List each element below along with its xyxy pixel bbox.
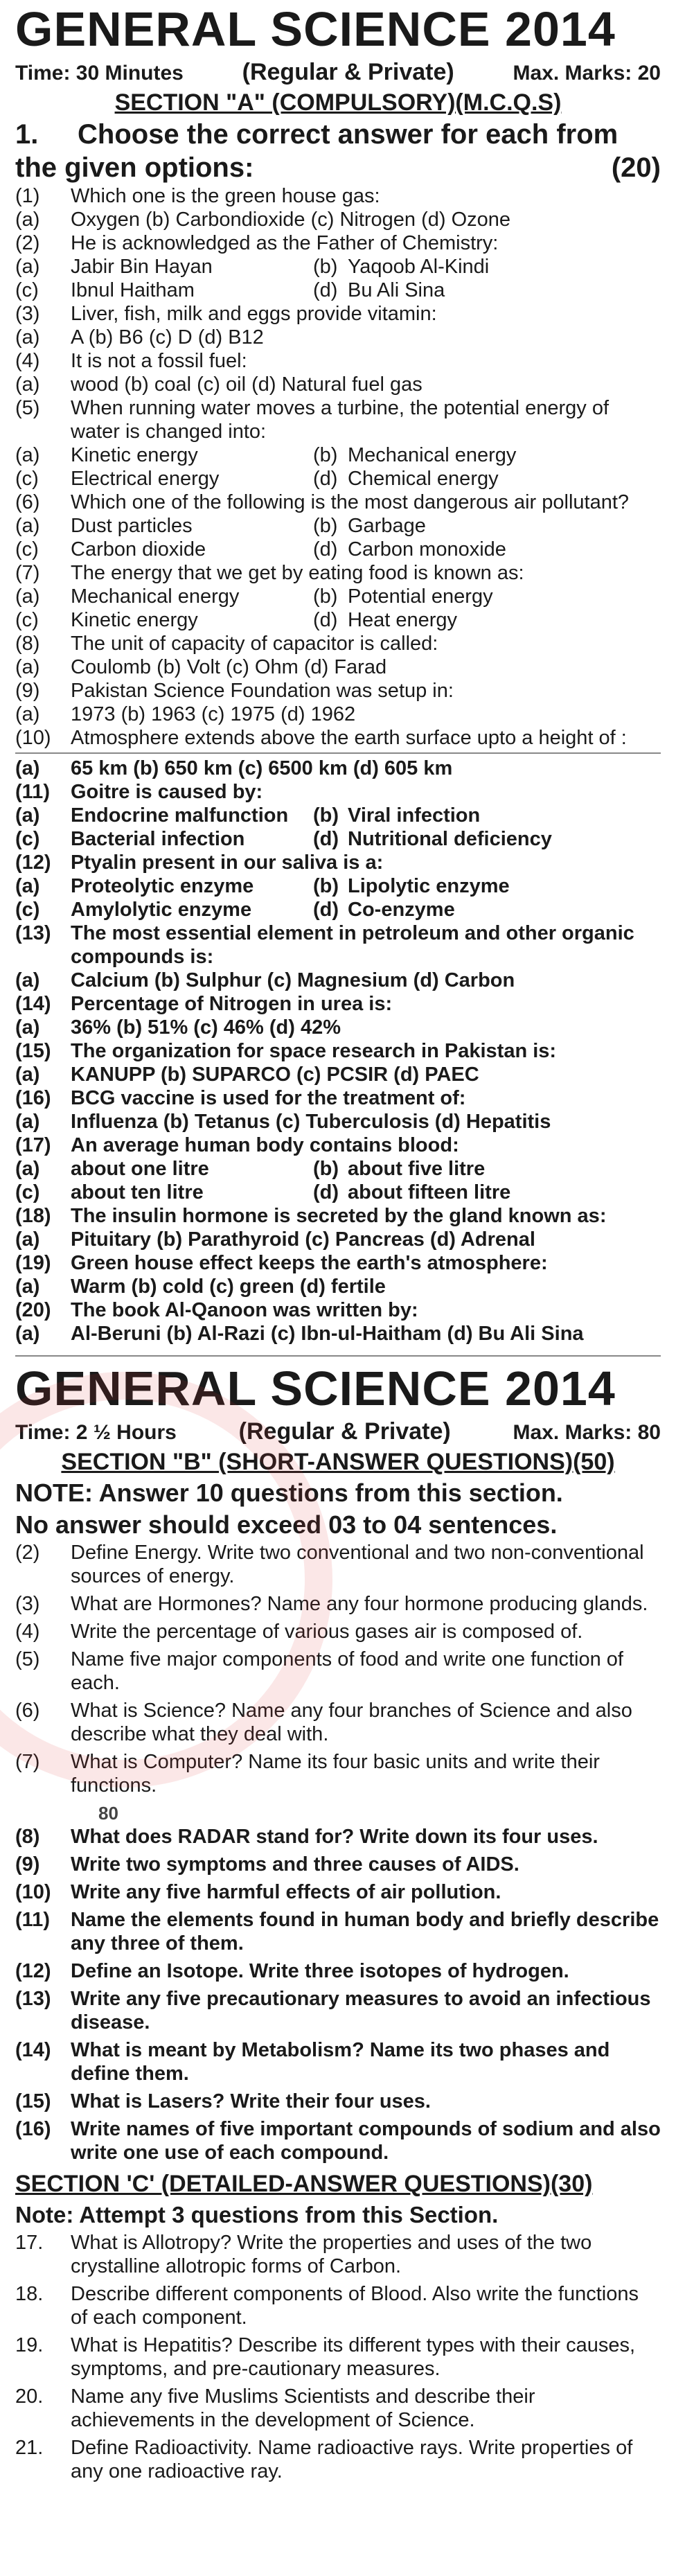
row-number: (2) (15, 1542, 40, 1564)
row-text: 36% (b) 51% (c) 46% (d) 42% (71, 1016, 341, 1039)
page-title-2: GENERAL SCIENCE 2014 (15, 1361, 616, 1415)
row-text: The energy that we get by eating food is known as: (71, 562, 524, 584)
row-number: (a) (15, 256, 40, 278)
page-title: GENERAL SCIENCE 2014 (15, 2, 616, 56)
question-row (15, 396, 661, 443)
question-row (15, 1157, 661, 1181)
option-text: Garbage (348, 515, 426, 537)
row-number: (a) (15, 585, 40, 608)
row-text: Which one is the green house gas: (71, 185, 380, 207)
row-number: (11) (15, 781, 50, 803)
question-row (15, 2117, 661, 2164)
row-number: (13) (15, 922, 51, 944)
row-number: (a) (15, 1323, 40, 1345)
row-text: An average human body contains blood: (71, 1134, 459, 1156)
question-row (15, 898, 661, 921)
option-letter: (b) (313, 256, 338, 278)
row-text: Influenza (b) Tetanus (c) Tuberculosis (d) Hepatitis (71, 1111, 551, 1133)
question-row (15, 1880, 661, 1904)
row-number: (9) (15, 1853, 40, 1876)
row-number: (a) (15, 969, 40, 991)
question-row (15, 992, 661, 1016)
row-text: KANUPP (b) SUPARCO (c) PCSIR (d) PAEC (71, 1064, 479, 1086)
time-label: Time: 2 ½ Hours (15, 1421, 177, 1444)
long-question-list (15, 2231, 661, 2483)
option-letter: (d) (313, 279, 338, 301)
question-text-cont: the given options: (15, 152, 254, 183)
option-letter: (b) (313, 585, 338, 608)
question-one-cont (15, 151, 661, 184)
question-row (15, 279, 661, 302)
row-number: (12) (15, 1960, 51, 1982)
question-one (15, 118, 661, 151)
row-number: (a) (15, 804, 40, 827)
row-number: (a) (15, 1276, 40, 1298)
row-number: (3) (15, 1593, 40, 1615)
question-row (15, 2436, 661, 2483)
option-letter: (d) (313, 828, 339, 850)
option-letter: (b) (313, 444, 338, 466)
row-number: (6) (15, 491, 40, 513)
row-text: Write names of five important compounds of sodium and also write one use of each compound. (71, 2118, 661, 2164)
option-pair (71, 443, 661, 467)
option-text: about one litre (71, 1158, 209, 1180)
option-text: Ibnul Haitham (71, 279, 195, 301)
exam-meta-2 (15, 1418, 661, 1447)
option-text: about ten litre (71, 1181, 204, 1203)
row-number: (5) (15, 397, 40, 419)
question-row (15, 1620, 661, 1643)
row-number: (a) (15, 757, 40, 779)
row-number: (16) (15, 2118, 51, 2140)
row-text: The organization for space research in Pakistan is: (71, 1040, 557, 1062)
row-text: What is Allotropy? Write the properties and uses of the two crystalline allotropic forms of Carbon. (71, 2232, 592, 2277)
row-text: Name five major components of food and write one function of each. (71, 1648, 623, 1694)
option-letter: (d) (313, 468, 338, 490)
option-text: about fifteen litre (348, 1181, 511, 1203)
question-row (15, 1086, 661, 1110)
row-number: (10) (15, 1881, 51, 1903)
row-number: (c) (15, 538, 39, 561)
question-row (15, 1181, 661, 1204)
question-row (15, 1063, 661, 1086)
option-pair (71, 827, 661, 851)
option-letter: (d) (313, 538, 338, 561)
row-number: (20) (15, 1299, 51, 1321)
row-text: Write two symptoms and three causes of AIDS. (71, 1853, 519, 1876)
question-row (15, 1016, 661, 1039)
question-row (15, 1959, 661, 1983)
row-text: BCG vaccine is used for the treatment of: (71, 1087, 466, 1109)
option-text: Heat energy (348, 609, 457, 631)
row-text: What is Lasers? Write their four uses. (71, 2090, 431, 2112)
row-text: What is Science? Name any four branches of Science and also describe what they deal with. (71, 1700, 632, 1745)
row-number: (a) (15, 209, 40, 231)
row-text: Pakistan Science Foundation was setup in: (71, 680, 454, 702)
option-letter: (d) (313, 1181, 339, 1203)
option-pair (71, 874, 661, 898)
short-question-list (15, 1541, 661, 1797)
option-pair (71, 255, 661, 279)
row-text: Warm (b) cold (c) green (d) fertile (71, 1276, 386, 1298)
option-text: Chemical energy (348, 468, 499, 490)
question-row (15, 608, 661, 632)
row-number: (3) (15, 303, 40, 325)
row-text: What are Hormones? Name any four hormone producing glands. (71, 1593, 648, 1615)
question-row (15, 679, 661, 703)
row-number: (a) (15, 1158, 40, 1180)
option-text: Carbon dioxide (71, 538, 206, 561)
question-row (15, 1039, 661, 1063)
exam-type: (Regular & Private) (242, 59, 454, 85)
row-number: (2) (15, 232, 40, 254)
marks-label: Max. Marks: 80 (513, 1421, 661, 1444)
option-text: Amylolytic enzyme (71, 899, 252, 921)
mcq-list-continued (15, 757, 661, 1346)
question-row (15, 2282, 661, 2329)
row-text: What does RADAR stand for? Write down its four uses. (71, 1826, 598, 1848)
question-text: Choose the correct answer for each from (78, 119, 619, 150)
question-row (15, 1204, 661, 1228)
row-text: Write any five harmful effects of air pollution. (71, 1881, 501, 1903)
row-text: Goitre is caused by: (71, 781, 263, 803)
question-row (15, 255, 661, 279)
row-number: (a) (15, 326, 40, 349)
row-text: A (b) B6 (c) D (d) B12 (71, 326, 264, 349)
option-text: Viral infection (348, 804, 481, 827)
row-number: (a) (15, 444, 40, 466)
option-pair (71, 467, 661, 491)
question-row (15, 2334, 661, 2381)
option-pair (71, 608, 661, 632)
option-pair (71, 279, 661, 302)
row-text: It is not a fossil fuel: (71, 350, 247, 372)
option-letter: (b) (313, 875, 339, 897)
option-text: Bu Ali Sina (348, 279, 445, 301)
row-number: 20. (15, 2385, 44, 2408)
row-number: (17) (15, 1134, 51, 1156)
row-number: (6) (15, 1700, 40, 1722)
question-row (15, 373, 661, 396)
row-number: (c) (15, 1181, 40, 1203)
row-number: 18. (15, 2283, 44, 2305)
row-number: (12) (15, 852, 51, 874)
row-text: Name the elements found in human body and briefly describe any three of them. (71, 1909, 659, 1955)
option-text: Nutritional deficiency (348, 828, 552, 850)
section-a-heading: SECTION "A" (COMPULSORY)(M.C.Q.S) (114, 89, 562, 116)
short-question-list-continued (15, 1825, 661, 2164)
question-row (15, 780, 661, 804)
row-number: (c) (15, 468, 39, 490)
row-number: (14) (15, 993, 51, 1015)
row-number: 17. (15, 2232, 44, 2254)
question-row (15, 1853, 661, 1876)
question-row (15, 1251, 661, 1275)
section-b-heading: SECTION "B" (SHORT-ANSWER QUESTIONS)(50) (61, 1449, 615, 1475)
row-number: (15) (15, 1040, 51, 1062)
row-text: Ptyalin present in our saliva is a: (71, 852, 384, 874)
question-row (15, 561, 661, 585)
option-text: Electrical energy (71, 468, 220, 490)
option-pair (71, 585, 661, 608)
option-text: Jabir Bin Hayan (71, 256, 213, 278)
question-row (15, 703, 661, 726)
row-number: (5) (15, 1648, 40, 1670)
row-number: (4) (15, 350, 40, 372)
row-text: He is acknowledged as the Father of Chemistry: (71, 232, 499, 254)
row-text: Oxygen (b) Carbondioxide (c) Nitrogen (d) Ozone (71, 209, 511, 231)
row-text: Write the percentage of various gases air is composed of. (71, 1621, 583, 1643)
row-number: (4) (15, 1621, 40, 1643)
row-text: Define an Isotope. Write three isotopes of hydrogen. (71, 1960, 569, 1982)
question-row (15, 231, 661, 255)
option-text: Mechanical energy (348, 444, 517, 466)
row-number: (a) (15, 1064, 40, 1086)
option-letter: (d) (313, 609, 338, 631)
row-number: (a) (15, 703, 40, 725)
question-row (15, 1648, 661, 1695)
question-row (15, 2231, 661, 2278)
row-text: When running water moves a turbine, the potential energy of water is changed into: (71, 397, 610, 443)
question-row (15, 1825, 661, 1849)
row-text: The insulin hormone is secreted by the gland known as: (71, 1205, 607, 1227)
divider (15, 752, 661, 754)
question-row (15, 874, 661, 898)
exam-type: (Regular & Private) (238, 1418, 451, 1445)
row-number: (c) (15, 279, 39, 301)
row-number: (a) (15, 1111, 40, 1133)
question-row (15, 851, 661, 874)
question-row (15, 1298, 661, 1322)
option-text: Endocrine malfunction (71, 804, 289, 827)
row-text: The most essential element in petroleum and other organic compounds is: (71, 922, 634, 968)
part-two (0, 1355, 676, 2483)
row-number: (a) (15, 656, 40, 678)
option-text: Potential energy (348, 585, 493, 608)
option-text: Proteolytic enzyme (71, 875, 254, 897)
row-number: (19) (15, 1252, 51, 1274)
row-text: Coulomb (b) Volt (c) Ohm (d) Farad (71, 656, 387, 678)
question-row (15, 655, 661, 679)
question-row (15, 184, 661, 208)
row-number: (a) (15, 373, 40, 396)
question-row (15, 804, 661, 827)
question-row (15, 921, 661, 969)
option-text: Yaqoob Al-Kindi (348, 256, 490, 278)
row-text: What is Computer? Name its four basic units and write their functions. (71, 1751, 600, 1797)
question-row (15, 1987, 661, 2034)
row-text: Percentage of Nitrogen in urea is: (71, 993, 393, 1015)
row-text: Pituitary (b) Parathyroid (c) Pancreas (d) Adrenal (71, 1228, 535, 1251)
option-text: Co-enzyme (348, 899, 455, 921)
row-number: (13) (15, 1988, 51, 2010)
question-row (15, 632, 661, 655)
row-number: 19. (15, 2334, 44, 2356)
row-text: Write any five precautionary measures to avoid an infectious disease. (71, 1988, 651, 2034)
option-text: Carbon monoxide (348, 538, 506, 561)
option-text: about five litre (348, 1158, 486, 1180)
question-row (15, 1275, 661, 1298)
option-letter: (b) (313, 804, 339, 827)
row-number: (c) (15, 828, 40, 850)
row-number: (c) (15, 899, 40, 921)
question-row (15, 1133, 661, 1157)
row-number: (1) (15, 185, 40, 207)
question-row (15, 467, 661, 491)
option-letter: (b) (313, 1158, 339, 1180)
question-row (15, 585, 661, 608)
mcq-list (15, 184, 661, 750)
row-text: Atmosphere extends above the earth surface upto a height of : (71, 727, 627, 749)
option-pair (71, 804, 661, 827)
question-row (15, 1541, 661, 1588)
row-number: (9) (15, 680, 40, 702)
option-text: Lipolytic enzyme (348, 875, 510, 897)
row-text: Describe different components of Blood. Also write the functions of each component. (71, 2283, 639, 2329)
row-text: Liver, fish, milk and eggs provide vitamin: (71, 303, 437, 325)
question-row (15, 1322, 661, 1346)
question-row (15, 969, 661, 992)
question-row (15, 2038, 661, 2085)
row-number: (10) (15, 727, 51, 749)
question-row (15, 757, 661, 780)
exam-meta (15, 58, 661, 87)
option-pair (71, 898, 661, 921)
row-number: (7) (15, 562, 40, 584)
row-number: (14) (15, 2039, 51, 2061)
row-text: 65 km (b) 650 km (c) 6500 km (d) 605 km (71, 757, 453, 779)
question-row (15, 1592, 661, 1616)
question-row (15, 726, 661, 750)
option-text: Mechanical energy (71, 585, 240, 608)
row-text: wood (b) coal (c) oil (d) Natural fuel gas (71, 373, 423, 396)
divider (15, 1355, 661, 1357)
time-label: Time: 30 Minutes (15, 62, 184, 85)
row-number: (a) (15, 515, 40, 537)
question-row (15, 1750, 661, 1797)
row-text: The unit of capacity of capacitor is called: (71, 633, 438, 655)
section-c-heading: SECTION 'C' (DETAILED-ANSWER QUESTIONS)(30) (15, 2171, 593, 2197)
question-row (15, 514, 661, 538)
question-row (15, 1699, 661, 1746)
row-number: 21. (15, 2437, 44, 2459)
option-text: Kinetic energy (71, 609, 198, 631)
row-number: (a) (15, 875, 40, 897)
row-number: (11) (15, 1909, 50, 1931)
row-text: Calcium (b) Sulphur (c) Magnesium (d) Carbon (71, 969, 515, 991)
question-row (15, 443, 661, 467)
option-text: Dust particles (71, 515, 193, 537)
option-pair (71, 1181, 661, 1204)
question-row (15, 491, 661, 514)
marks-label: Max. Marks: 20 (513, 62, 661, 85)
option-letter: (b) (313, 515, 338, 537)
question-row (15, 1228, 661, 1251)
option-text: Kinetic energy (71, 444, 198, 466)
row-number: (7) (15, 1751, 40, 1773)
section-b-note-2: No answer should exceed 03 to 04 sentences. (15, 1510, 558, 1539)
option-text: Bacterial infection (71, 828, 245, 850)
question-row (15, 827, 661, 851)
row-number: (a) (15, 1016, 40, 1039)
row-number: (16) (15, 1087, 51, 1109)
question-row (15, 208, 661, 231)
row-text: Define Energy. Write two conventional and two non-conventional sources of energy. (71, 1542, 644, 1587)
question-marks: (20) (611, 152, 661, 183)
row-text: Define Radioactivity. Name radioactive rays. Write properties of any one radioactive ray. (71, 2437, 633, 2482)
page-number: 80 (98, 1803, 118, 1824)
row-text: The book Al-Qanoon was written by: (71, 1299, 418, 1321)
row-text: Al-Beruni (b) Al-Razi (c) Ibn-ul-Haitham (d) Bu Ali Sina (71, 1323, 584, 1345)
row-text: Which one of the following is the most dangerous air pollutant? (71, 491, 630, 513)
question-row (15, 1908, 661, 1955)
row-text: Green house effect keeps the earth's atmosphere: (71, 1252, 548, 1274)
question-row (15, 2090, 661, 2113)
row-number: (8) (15, 633, 40, 655)
row-number: (c) (15, 609, 39, 631)
question-row (15, 2385, 661, 2432)
row-text: 1973 (b) 1963 (c) 1975 (d) 1962 (71, 703, 356, 725)
question-row (15, 349, 661, 373)
row-number: (15) (15, 2090, 51, 2112)
row-number: (18) (15, 1205, 51, 1227)
row-text: What is Hepatitis? Describe its different types with their causes, symptoms, and pre-cautionary measures. (71, 2334, 636, 2380)
question-number: 1. (15, 119, 39, 150)
question-row (15, 1110, 661, 1133)
option-pair (71, 514, 661, 538)
row-text: What is meant by Metabolism? Name its two phases and define them. (71, 2039, 610, 2085)
section-c-note: Note: Attempt 3 questions from this Section. (15, 2202, 499, 2227)
question-row (15, 302, 661, 326)
row-number: (8) (15, 1826, 40, 1848)
option-letter: (d) (313, 899, 339, 921)
option-pair (71, 538, 661, 561)
row-number: (a) (15, 1228, 40, 1251)
question-row (15, 326, 661, 349)
option-pair (71, 1157, 661, 1181)
question-row (15, 538, 661, 561)
row-text: Name any five Muslims Scientists and describe their achievements in the development of Science. (71, 2385, 535, 2431)
section-b-note: NOTE: Answer 10 questions from this section. (15, 1479, 563, 1507)
